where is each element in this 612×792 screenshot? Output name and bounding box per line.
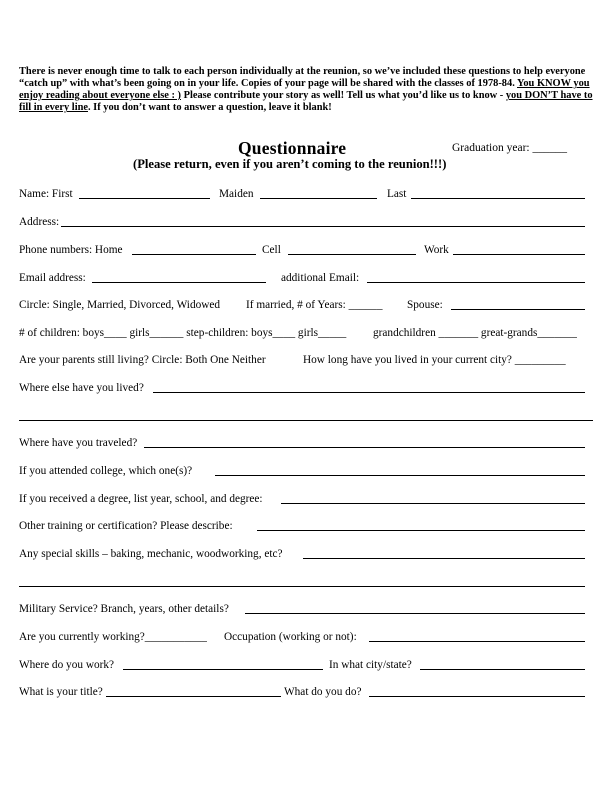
additional-email-label: additional Email: [281,272,360,284]
home-phone-input[interactable] [132,254,256,255]
traveled-label: Where have you traveled? [19,437,138,449]
parents-living-options[interactable]: Are your parents still living? Circle: Both One Neither [19,354,266,366]
children-fields[interactable]: # of children: boys____ girls______ step-children: boys____ girls_____ [19,327,347,339]
training-row [19,520,595,534]
job-title-row [19,686,595,700]
last-name-input[interactable] [411,198,585,199]
page-title: Questionnaire [238,138,347,158]
address-input[interactable] [61,226,585,227]
workplace-input[interactable] [123,669,323,670]
job-title-input[interactable] [106,696,281,697]
occupation-input[interactable] [369,641,585,642]
parents-row [19,354,595,368]
job-title-label: What is your title? [19,686,103,698]
grandchildren-fields[interactable]: grandchildren _______ great-grands_______ [373,327,577,339]
spouse-input[interactable] [451,309,585,310]
marital-row [19,299,595,313]
job-duties-input[interactable] [369,696,585,697]
degree-row [19,493,595,507]
working-row [19,631,595,645]
college-row [19,465,595,479]
work-phone-label: Work [424,244,449,256]
intro-underline-1: You KNOW you enjoy reading about everyone else : ) [19,78,590,102]
lived-label: Where else have you lived? [19,382,144,394]
traveled-input[interactable] [144,447,585,448]
skills-row [19,548,595,562]
city-state-input[interactable] [420,669,585,670]
first-name-label: Name: First [19,188,73,200]
maiden-name-input[interactable] [260,198,377,199]
intro-paragraph [19,66,595,114]
military-label: Military Service? Branch, years, other details? [19,603,229,615]
intro-text-3: . If you don’t want to answer a question, leave it blank! [87,102,332,114]
intro-text-1: There is never enough time to talk to each person individually at the reunion, so we’ve included these questions to help everyone “catch up” with what’s been going on in your life. Copies of your page will be shared with the classes of 1978-84. [19,66,586,90]
lived-input-2[interactable] [19,420,593,421]
marital-status-options[interactable]: Circle: Single, Married, Divorced, Widowed [19,299,221,311]
work-phone-input[interactable] [453,254,585,255]
first-name-input[interactable] [79,198,210,199]
graduation-year-field[interactable]: Graduation year: ______ [452,142,567,154]
cell-phone-label: Cell [262,244,281,256]
job-duties-label: What do you do? [284,686,362,698]
city-state-label: In what city/state? [329,659,412,671]
address-row [19,216,595,230]
spouse-label: Spouse: [407,299,443,311]
skills-input[interactable] [303,558,585,559]
address-label: Address: [19,216,60,228]
page-subtitle: (Please return, even if you aren’t coming to the reunion!!!) [133,157,447,171]
skills-label: Any special skills – baking, mechanic, woodworking, etc? [19,548,283,560]
military-input[interactable] [245,613,585,614]
years-married-field[interactable]: If married, # of Years: ______ [246,299,383,311]
intro-text-2: Please contribute your story as well! Tell us what you’d like us to know - [181,90,506,102]
traveled-row [19,437,595,451]
last-name-label: Last [387,188,407,200]
email-row [19,272,595,286]
degree-input[interactable] [281,503,585,504]
email-label: Email address: [19,272,86,284]
skills-input-2[interactable] [19,586,585,587]
lived-input[interactable] [153,392,585,393]
name-row [19,188,595,202]
training-input[interactable] [257,530,585,531]
skills-row-2 [19,576,595,590]
email-input[interactable] [92,282,266,283]
years-in-city-field[interactable]: How long have you lived in your current city? _________ [303,354,566,366]
degree-label: If you received a degree, list year, school, and degree: [19,493,263,505]
training-label: Other training or certification? Please describe: [19,520,233,532]
phone-row [19,244,595,258]
home-phone-label: Phone numbers: Home [19,244,123,256]
occupation-label: Occupation (working or not): [224,631,357,643]
cell-phone-input[interactable] [288,254,416,255]
college-input[interactable] [215,475,585,476]
college-label: If you attended college, which one(s)? [19,465,193,477]
currently-working-field[interactable]: Are you currently working?___________ [19,631,207,643]
lived-row-2 [19,410,595,424]
lived-row [19,382,595,396]
additional-email-input[interactable] [367,282,585,283]
military-row [19,603,595,617]
workplace-label: Where do you work? [19,659,115,671]
workplace-row [19,659,595,673]
intro-underline-2: you DON’T have to fill in every line [19,90,593,114]
maiden-name-label: Maiden [219,188,254,200]
children-row [19,327,595,341]
